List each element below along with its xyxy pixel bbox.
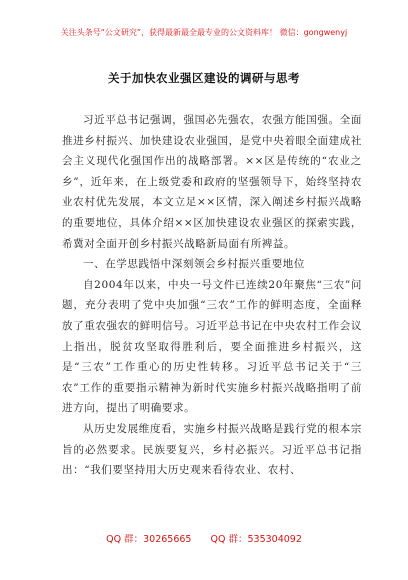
section-heading-1: 一、在学思践悟中深刻领会乡村振兴重要地位 [83,258,305,271]
document-body [62,110,362,481]
paragraph-section-1: 自2004年以来，中央一号文件已连续20年聚焦“三农”问题，充分表明了党中央加强“三农”工作的鲜明态度，全面释放了重农强农的鲜明信号。习近平总书记在中央农村工作会议上指出，脱贫攻坚取得胜利后，要全面推进乡村振兴，这是“三农”工作重心的历史性转移。习近平总书记关于“三农”工作的重要指示精神为新时代实施乡村振兴战略指明了前进方向，提出了明确要求。 [62,278,362,415]
document-title: 关于加快农业强区建设的调研与思考 [108,71,300,85]
footer-contacts [0,531,408,545]
footer-qq-group-1: QQ 群：30265665 [106,534,192,545]
paragraph-intro: 习近平总书记强调，强国必先强农，农强方能国强。全面推进乡村振兴、加快建设农业强国，是党中央着眼全面建成社会主义现代化强国作出的战略部署。××区是传统的“农业之乡”，近年来，在上级党委和政府的坚强领导下，始终坚持农业农村优先发展，本文立足××区情，深入阐述乡村振兴战略的重要地位，具体介绍××区加快建设农业强区的探索实践，希冀对全面开创乡村振兴战略新局面有所裨益。 [62,114,362,250]
paragraph-history: 从历史发展维度看，实施乡村振兴战略是践行党的根本宗旨的必然要求。民族要复兴，乡村必振兴。习近平总书记指出：“我们要坚持用大历史观来看待农业、农村、 [62,422,362,477]
footer-qq-group-2: QQ 群：535304092 [210,534,302,545]
header-notice: 关注头条号“公文研究”，获得最新最全最专业的公文资料库！ 微信：gongwenyj [60,28,348,37]
